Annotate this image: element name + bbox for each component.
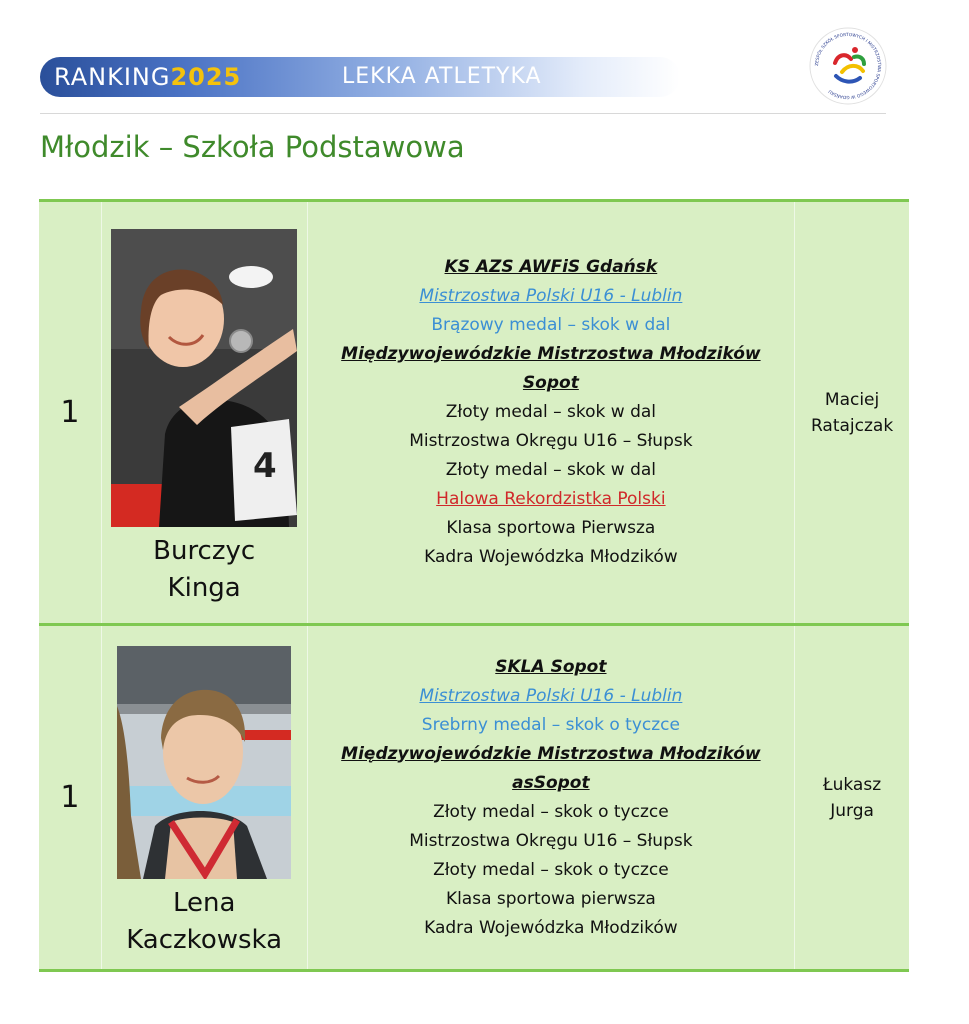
achievement-line: Złoty medal – skok o tyczce [433,801,669,822]
banner-ranking-year: 2025 [170,63,242,91]
ranking-banner [40,57,680,97]
coach-surname: Jurga [830,800,874,821]
photo-cell [101,201,307,625]
coach-cell [795,625,909,971]
medal-line: Brązowy medal – skok w dal [431,315,671,335]
athlete-first-name: Lena [172,888,236,918]
table-row [39,625,909,971]
school-logo [808,26,888,106]
rank-cell: 1 [39,625,101,971]
achievement-line: Mistrzostwa Okręgu U16 – Słupsk [409,431,693,451]
championship-line: Mistrzostwa Polski U16 - Lublin [419,286,683,306]
medal-line: Srebrny medal – skok o tyczce [421,714,680,735]
interregional-city: Sopot [522,373,579,393]
athlete-surname: Kaczkowska [126,925,283,955]
achievements-cell [307,201,795,625]
achievement-line: Kadra Wojewódzka Młodzików [424,547,678,567]
banner-sport-label: LEKKA ATLETYKA [342,64,542,89]
record-line: Halowa Rekordzistka Polski [436,489,666,509]
athlete-name [102,885,307,959]
rank-cell: 1 [60,395,80,430]
coach-surname: Ratajczak [810,415,894,436]
photo-cell [101,625,307,971]
interregional-city: asSopot [512,772,590,793]
achievement-line: Kadra Wojewódzka Młodzików [424,917,678,938]
table-row [39,201,909,625]
logo-text: ZESPÓŁ SZKÓŁ SPORTOWYCH I MISTRZOSTWA SPORTOWEGO W GDAŃSKU [814,32,882,100]
championship-line: Mistrzostwa Polski U16 - Lublin [419,685,683,706]
interregional-line: Międzywojewódzkie Mistrzostwa Młodzików [341,344,761,364]
coach-first-name: Łukasz [823,774,882,795]
athlete-photo [117,646,291,879]
club-name: KS AZS AWFiS Gdańsk [444,257,658,277]
achievement-line: Złoty medal – skok o tyczce [433,859,669,880]
club-name: SKLA Sopot [495,656,607,677]
svg-text:4: 4 [253,446,277,486]
achievements-cell [307,625,795,971]
achievement-line: Klasa sportowa Pierwsza [446,518,656,538]
coach-cell [795,201,909,625]
banner-ranking-label [54,63,241,91]
athlete-first-name: Kinga [167,573,241,603]
page-title: Młodzik – Szkoła Podstawowa [40,130,465,164]
athlete-name [102,533,307,607]
ranking-table [39,199,909,972]
athlete-surname: Burczyc [153,536,256,566]
athlete-photo [111,229,297,527]
banner-ranking-word: RANKING [54,63,171,91]
achievement-line: Złoty medal – skok w dal [445,402,657,422]
interregional-line: Międzywojewódzkie Mistrzostwa Młodzików [341,743,761,764]
header-divider [40,113,886,114]
achievement-line: Złoty medal – skok w dal [445,460,657,480]
achievement-line: Klasa sportowa pierwsza [445,888,656,909]
coach-first-name: Maciej [824,389,880,410]
achievement-line: Mistrzostwa Okręgu U16 – Słupsk [409,830,693,851]
